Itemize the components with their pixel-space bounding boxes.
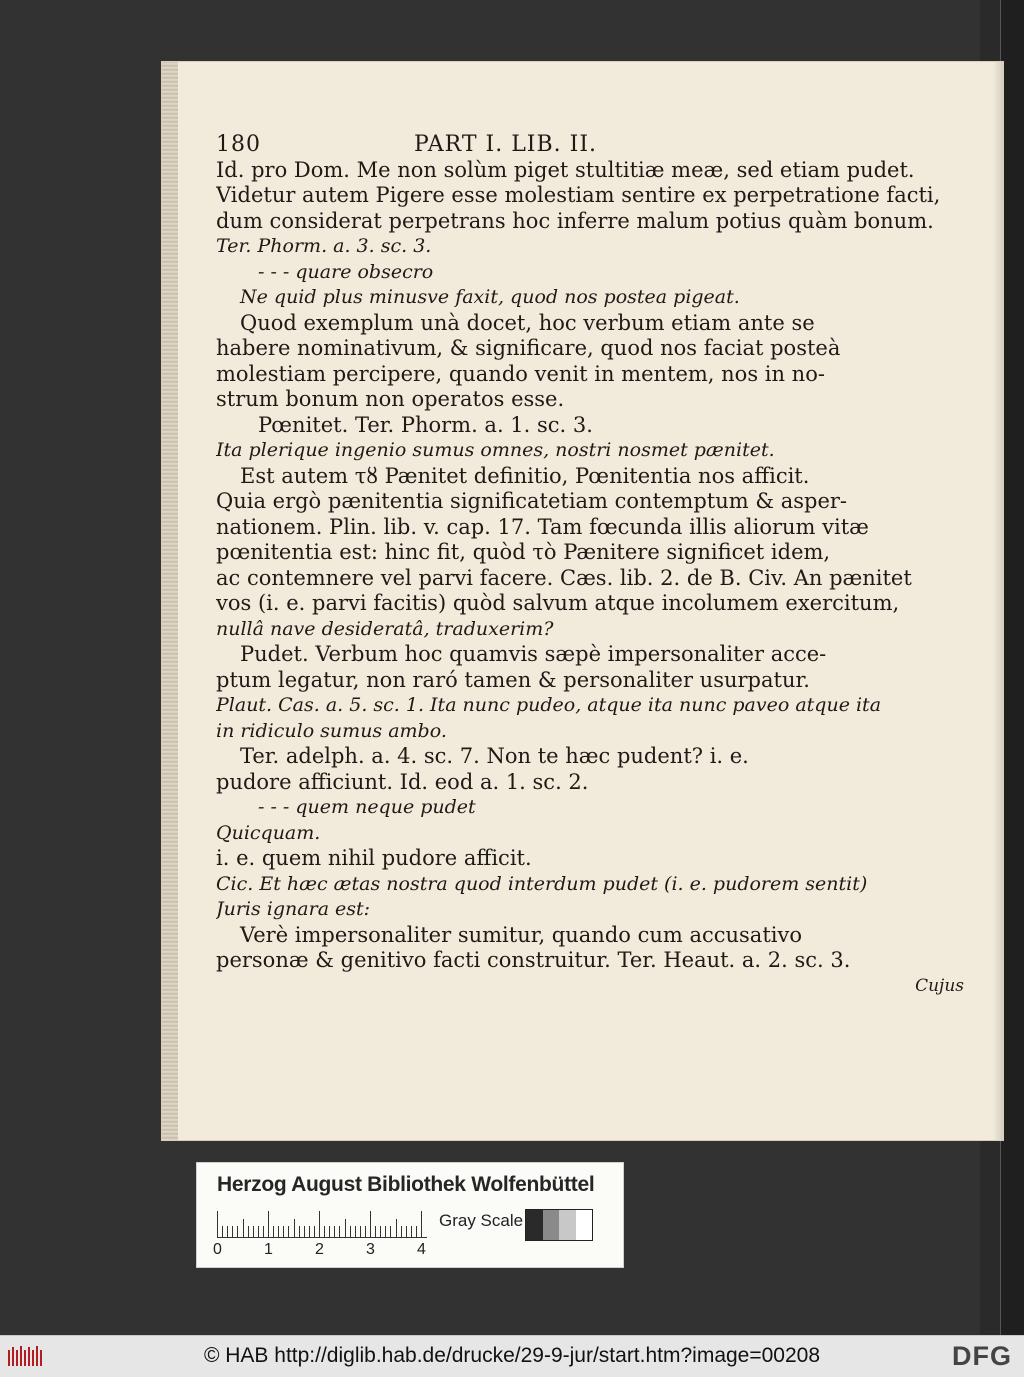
ruler-tick <box>350 1226 351 1237</box>
text-line: Videtur autem Pigere esse molestiam sentire ex perpetratione facti, <box>216 183 941 207</box>
ruler-tick <box>227 1226 228 1237</box>
ruler-tick <box>222 1226 223 1237</box>
ruler-number: 4 <box>417 1241 426 1258</box>
text-line: Verè impersonaliter sumitur, quando cum accusativo <box>240 922 802 947</box>
ruler-tick <box>370 1211 371 1237</box>
ruler-tick <box>294 1219 295 1237</box>
ruler-tick <box>329 1226 330 1237</box>
text-line: in ridiculo sumus ambo. <box>216 719 447 742</box>
gray-scale-swatches <box>525 1209 593 1241</box>
ruler-tick <box>243 1219 244 1237</box>
text-line: Juris ignara est: <box>216 898 371 920</box>
ruler-tick <box>217 1211 218 1237</box>
ruler-tick <box>406 1226 407 1237</box>
ruler-number: 1 <box>264 1241 273 1258</box>
text-line: personæ & genitivo facti construitur. Ter. Heaut. a. 2. sc. 3. <box>216 948 851 972</box>
gray-swatch <box>559 1210 576 1240</box>
ruler-tick <box>253 1226 254 1237</box>
text-line: nullâ nave desideratâ, traduxerim? <box>216 617 554 640</box>
text-line: ptum legatur, non raró tamen & personaliter usurpatur. <box>216 667 810 692</box>
text-line: Pudet. Verbum hoc quamvis sæpè impersonaliter acce- <box>240 642 827 666</box>
gray-scale-label: Gray Scale <box>439 1211 524 1230</box>
ruler-number: 0 <box>213 1241 222 1258</box>
ruler-tick <box>396 1219 397 1237</box>
ruler-tick <box>268 1211 269 1237</box>
ruler-tick <box>273 1226 274 1237</box>
text-line: - - - quem neque pudet <box>258 796 476 818</box>
ruler-number: 3 <box>366 1241 375 1258</box>
text-line: Quod exemplum unà docet, hoc verbum etiam ante se <box>240 310 815 335</box>
ruler-tick <box>355 1226 356 1237</box>
ruler-tick <box>385 1226 386 1237</box>
ruler-tick <box>263 1226 264 1237</box>
ruler-tick <box>416 1226 417 1237</box>
text-line: - - - quare obsecro <box>258 260 434 283</box>
ruler-tick <box>324 1226 325 1237</box>
ruler-tick <box>258 1226 259 1237</box>
ruler-tick <box>309 1226 310 1237</box>
text-line: Cic. Et hæc ætas nostra quod interdum pudet (i. e. pudorem sentit) <box>216 872 868 895</box>
text-line: habere nominativum, & significare, quod nos faciat posteà <box>216 336 841 360</box>
text-line: Id. pro Dom. Me non solùm piget stultitiæ meæ, sed etiam pudet. <box>216 157 915 182</box>
text-line: Ter. Phorm. a. 3. sc. 3. <box>216 235 432 257</box>
ruler-tick <box>299 1226 300 1237</box>
text-line: Ter. adelph. a. 4. sc. 7. Non te hæc pudent? i. e. <box>240 744 749 768</box>
text-line: Ita plerique ingenio sumus omnes, nostri nosmet pænitet. <box>216 439 775 461</box>
running-header <box>216 132 976 158</box>
ruler-tick <box>375 1226 376 1237</box>
ruler-tick <box>380 1226 381 1237</box>
gray-swatch <box>543 1210 560 1240</box>
ruler-tick <box>401 1226 402 1237</box>
ruler-tick <box>345 1219 346 1237</box>
text-line: i. e. quem nihil pudore afficit. <box>216 846 532 870</box>
page-edge <box>162 62 178 1140</box>
ruler-tick <box>288 1226 289 1237</box>
footer-bar <box>0 1335 1024 1377</box>
ruler-tick <box>314 1226 315 1237</box>
text-line: pœnitentia est: hinc fit, quòd τò Pænitere significet idem, <box>216 540 831 564</box>
text-line: ac contemnere vel parvi facere. Cæs. lib. 2. de B. Civ. An pænitet <box>216 565 912 590</box>
book-binding-edge <box>1000 0 1024 1335</box>
library-label-card <box>196 1162 624 1268</box>
ruler-tick <box>339 1226 340 1237</box>
ruler-tick <box>365 1226 366 1237</box>
catchword: Cujus <box>915 975 964 996</box>
page-shadow <box>993 62 1003 1140</box>
page-number: 180 <box>216 132 261 157</box>
ruler-tick <box>421 1211 422 1237</box>
ruler-tick <box>360 1226 361 1237</box>
page-text <box>216 132 976 999</box>
text-line: vos (i. e. parvi facitis) quòd salvum atque incolumem exercitum, <box>216 591 900 615</box>
ruler-tick <box>248 1226 249 1237</box>
text-line: pudore afficiunt. Id. eod a. 1. sc. 2. <box>216 769 589 794</box>
text-line: dum considerat perpetrans hoc inferre malum potius quàm bonum. <box>216 208 934 233</box>
footer-copyright-url[interactable]: © HAB http://diglib.hab.de/drucke/29-9-jur/start.htm?image=00208 <box>203 1344 821 1367</box>
library-name: Herzog August Bibliothek Wolfenbüttel <box>217 1173 595 1196</box>
running-title: PART I. LIB. II. <box>414 132 598 157</box>
gray-swatch <box>526 1210 543 1240</box>
ruler-tick <box>304 1226 305 1237</box>
ruler-tick <box>232 1226 233 1237</box>
text-line: Pœnitet. Ter. Phorm. a. 1. sc. 3. <box>258 412 593 437</box>
ruler-tick <box>283 1226 284 1237</box>
text-line: nationem. Plin. lib. v. cap. 17. Tam fœcunda illis aliorum vitæ <box>216 514 869 539</box>
ruler-tick <box>334 1226 335 1237</box>
text-line: Ne quid plus minusve faxit, quod nos postea pigeat. <box>240 286 740 308</box>
ruler-tick <box>411 1226 412 1237</box>
ruler-tick <box>278 1226 279 1237</box>
scale-ruler <box>217 1209 427 1238</box>
text-line: strum bonum non operatos esse. <box>216 387 565 411</box>
gray-swatch <box>576 1210 593 1240</box>
text-line: Est autem τȣ Pænitet definitio, Pœnitentia nos afficit. <box>240 463 810 488</box>
text-line: Plaut. Cas. a. 5. sc. 1. Ita nunc pudeo, atque ita nunc paveo atque ita <box>216 694 882 716</box>
ruler-tick <box>390 1226 391 1237</box>
ruler-tick <box>237 1226 238 1237</box>
text-line: Quicquam. <box>216 821 321 844</box>
text-line: molestiam percipere, quando venit in mentem, nos in no- <box>216 361 825 386</box>
text-line: Quia ergò pænitentia significatetiam contemptum & asper- <box>216 489 848 513</box>
ruler-number: 2 <box>315 1241 324 1258</box>
ruler-tick <box>319 1211 320 1237</box>
dfg-logo: DFG <box>952 1341 1012 1371</box>
